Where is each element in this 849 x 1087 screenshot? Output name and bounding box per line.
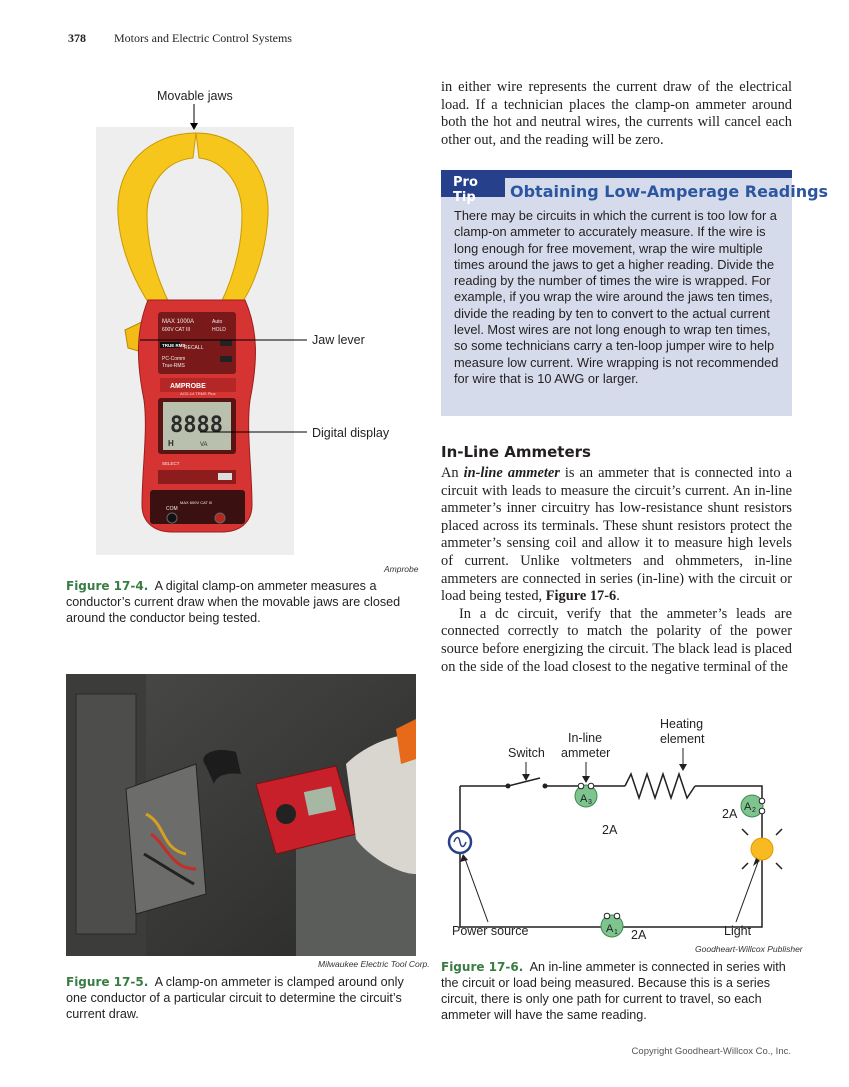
figure-17-5-caption — [66, 974, 416, 1022]
meter-true-rms: TRUE RMS — [162, 343, 186, 348]
label-power-source: Power source — [452, 924, 529, 938]
switch-contact — [543, 784, 548, 789]
meter-hold-label: HOLD — [212, 327, 226, 333]
label-heating-2: element — [660, 732, 705, 746]
meter-model: ACD-14 TRMS Plus — [180, 391, 216, 396]
caption-text: A clamp-on ammeter is clamped around only one conductor of a particular circuit to determine the circuit’s current draw. — [66, 975, 404, 1021]
series-circuit-diagram — [440, 712, 800, 957]
protip-title: Obtaining Low-Amperage Readings — [510, 182, 829, 201]
section-heading: In-Line Ammeters — [441, 443, 591, 461]
meter-recall: RECALL — [184, 345, 204, 351]
protip-tab-label: Pro Tip — [453, 175, 478, 205]
ammeter-a3-label: A — [580, 793, 588, 805]
motor-fins — [76, 694, 136, 934]
term: in-line ammeter — [463, 465, 560, 481]
ammeter-terminal — [578, 783, 584, 789]
ammeter-a1-label: A — [606, 923, 614, 935]
ammeter-terminal — [614, 913, 620, 919]
ammeter-terminal — [604, 913, 610, 919]
reading-a3: 2A — [602, 823, 618, 837]
com-terminal — [167, 513, 177, 523]
figure-17-6-caption — [441, 959, 792, 1023]
svg-text:VA: VA — [200, 442, 208, 448]
label-heating-1: Heating — [660, 717, 704, 731]
paragraph: An in-line ammeter is an ammeter that is connected into a circuit with leads to measure the circuit’s current. An in-line ammeter’s inner circuitry has low-resistance shunt resistors placed across its terminals. These shunt resistors protect the ammeter’s sensing coil and allow it to measure high levels of current. Unlike voltmeters and ohmmeters, in-line ammeters are connected in series (in-line) with the circuit or load being tested, Figure 17-6. — [441, 465, 792, 605]
meter-button — [220, 356, 232, 362]
caption-text: A digital clamp-on ammeter measures a conductor’s current draw when the movable jaws are closed around the conductor being tested. — [66, 579, 401, 625]
page-number: 378 — [68, 31, 86, 45]
callout-jaw-lever: Jaw lever — [312, 333, 365, 347]
paragraph: In a dc circuit, verify that the ammeter’s leads are connected correctly to match the polarity of the power source before energizing the circuit. The black lead is placed on the side of the load closest to the negative terminal of the — [441, 605, 792, 675]
meter-com: COM — [166, 506, 178, 512]
figure-17-4-credit: Amprobe — [384, 564, 419, 574]
meter-voltage-label: 600V CAT III — [162, 327, 191, 333]
callout-digital-display: Digital display — [312, 426, 390, 440]
reading-a2: 2A — [722, 807, 738, 821]
figure-17-4-caption — [66, 578, 416, 626]
lcd-digits: 8888 — [170, 413, 223, 438]
copyright: Copyright Goodheart-Willcox Co., Inc. — [631, 1046, 791, 1057]
rotary-dial — [276, 804, 296, 824]
ammeter-a1-sub: 1 — [614, 929, 618, 936]
reading-a1: 2A — [631, 928, 647, 942]
ammeter-terminal — [588, 783, 594, 789]
protip-tab — [441, 170, 505, 205]
off-indicator — [218, 473, 232, 480]
arrowhead-icon — [460, 764, 760, 866]
figure-label: Figure 17-6. — [441, 960, 524, 974]
ammeter-terminal — [759, 798, 765, 804]
caption-text: An in-line ammeter is connected in series with the circuit or load being measured. Because this is a series circuit, there is only one path for current to travel, so each ammeter will have the same reading. — [441, 960, 786, 1022]
label-switch: Switch — [508, 746, 545, 760]
protip-bar — [505, 170, 792, 178]
heating-element — [625, 774, 695, 798]
meter-brand: AMPROBE — [170, 383, 206, 390]
clamp-on-photo — [66, 674, 416, 956]
figure-17-6-credit: Goodheart-Willcox Publisher — [695, 944, 803, 954]
switch-blade — [508, 778, 540, 786]
paragraph: in either wire represents the current draw of the electrical load. If a technician places the clamp-on ammeter around both the hot and neutral wires, the currents will cancel each other out, and the reading will be zero. — [441, 79, 792, 148]
book-title: Motors and Electric Control Systems — [114, 31, 292, 45]
meter-button — [220, 340, 232, 346]
callout-movable-jaws: Movable jaws — [157, 89, 233, 103]
clamp-meter-photo — [0, 0, 430, 580]
meter-select: SELECT — [162, 461, 180, 466]
lamp-icon — [751, 838, 773, 860]
label-inline-1: In-line — [568, 731, 603, 745]
protip-text: There may be circuits in which the current is too low for a clamp-on ammeter to accurately measure. If the wire is long enough for free movement, wrap the wire multiple times around the jaws to get a higher reading. Divide the reading by the number of times the wire is wrapped. For example, if you wrap the wire around the jaws ten times, divide the reading by ten to convert to the actual current level. Most wires are not long enough to wrap ten times, so some technicians carry a ten-loop jumper wire to help measure low current. Wire wrapping is not recommended for wire that is 10 AWG or larger. — [454, 208, 779, 386]
figure-label: Figure 17-5. — [66, 975, 149, 989]
svg-text:H: H — [168, 439, 174, 448]
ammeter-a2-sub: 2 — [752, 807, 756, 814]
ammeter-terminal — [759, 808, 765, 814]
label-light: Light — [724, 924, 752, 938]
figure-label: Figure 17-4. — [66, 579, 149, 593]
v-terminal — [215, 513, 225, 523]
meter-true-rms-2: True-RMS — [162, 363, 185, 369]
section-body — [441, 465, 792, 676]
meter-terminal-rating: MAX 600V CAT III — [180, 500, 213, 505]
label-inline-2: ammeter — [561, 746, 611, 760]
figure-reference: Figure 17-6 — [545, 588, 617, 605]
intro-paragraph — [441, 79, 792, 149]
meter-pc-comm: PC-Comm — [162, 356, 186, 362]
ammeter-a2-label: A — [744, 801, 752, 813]
ammeter-a3-sub: 3 — [588, 799, 592, 806]
circuit-wire — [460, 786, 762, 927]
meter-auto-label: Auto — [212, 319, 223, 325]
figure-17-5-credit: Milwaukee Electric Tool Corp. — [318, 959, 430, 969]
meter-max-label: MAX 1000A — [162, 319, 195, 325]
terminal-panel — [150, 490, 245, 524]
